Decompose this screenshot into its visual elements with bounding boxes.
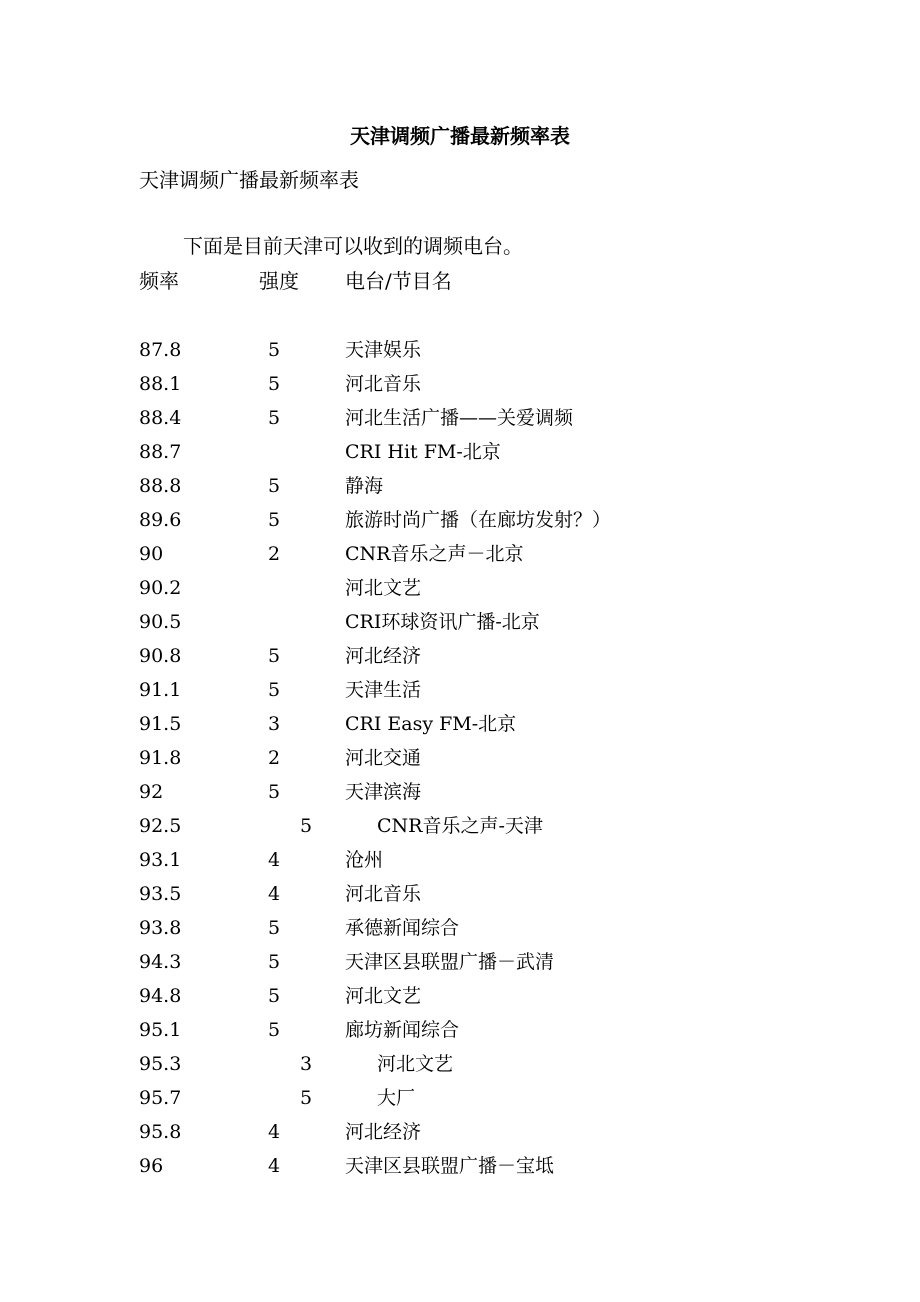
frequency-cell: 88.8 [139, 475, 182, 497]
strength-cell: 5 [300, 815, 313, 837]
table-row [0, 369, 920, 403]
strength-cell: 5 [268, 407, 281, 429]
table-row [0, 1015, 920, 1049]
frequency-cell: 94.3 [139, 951, 182, 973]
station-name-cell: 河北文艺 [345, 985, 422, 1007]
table-row [0, 539, 920, 573]
table-row [0, 743, 920, 777]
table-row [0, 1049, 920, 1083]
frequency-cell: 90 [139, 543, 164, 565]
frequency-cell: 91.8 [139, 747, 182, 769]
table-row [0, 505, 920, 539]
strength-cell: 4 [268, 1121, 281, 1143]
table-row [0, 845, 920, 879]
station-name-cell: 天津娱乐 [345, 339, 422, 361]
frequency-cell: 93.8 [139, 917, 182, 939]
station-name-cell: CRI Hit FM-北京 [345, 441, 501, 463]
strength-cell: 5 [268, 951, 281, 973]
station-name-cell: 天津滨海 [345, 781, 422, 803]
frequency-cell: 95.1 [139, 1019, 182, 1041]
frequency-cell: 95.3 [139, 1053, 182, 1075]
strength-cell: 5 [268, 475, 281, 497]
strength-cell: 5 [268, 339, 281, 361]
strength-cell: 3 [300, 1053, 313, 1075]
table-row [0, 641, 920, 675]
table-row [0, 403, 920, 437]
strength-cell: 4 [268, 1155, 281, 1177]
strength-cell: 5 [268, 1019, 281, 1041]
intro-paragraph: 下面是目前天津可以收到的调频电台。 [183, 234, 523, 258]
table-row [0, 675, 920, 709]
frequency-cell: 92 [139, 781, 164, 803]
document-subtitle: 天津调频广播最新频率表 [139, 168, 359, 192]
station-name-cell: 大厂 [377, 1087, 416, 1109]
strength-cell: 4 [268, 849, 281, 871]
table-row [0, 947, 920, 981]
frequency-cell: 94.8 [139, 985, 182, 1007]
frequency-cell: 92.5 [139, 815, 182, 837]
table-row [0, 981, 920, 1015]
table-row [0, 709, 920, 743]
header-station-name: 电台/节目名 [345, 269, 452, 293]
station-name-cell: 河北交通 [345, 747, 422, 769]
station-name-cell: 旅游时尚广播（在廊坊发射？） [345, 509, 612, 531]
frequency-cell: 93.1 [139, 849, 182, 871]
table-row [0, 811, 920, 845]
frequency-cell: 88.4 [139, 407, 182, 429]
table-row [0, 335, 920, 369]
station-name-cell: 沧州 [345, 849, 384, 871]
station-name-cell: 河北音乐 [345, 883, 422, 905]
station-name-cell: CRI环球资讯广播-北京 [345, 611, 540, 633]
frequency-cell: 89.6 [139, 509, 182, 531]
station-name-cell: 承德新闻综合 [345, 917, 460, 939]
strength-cell: 3 [268, 713, 281, 735]
table-row [0, 777, 920, 811]
station-name-cell: CNR音乐之声-天津 [377, 815, 543, 837]
strength-cell: 5 [268, 781, 281, 803]
station-name-cell: 河北经济 [345, 645, 422, 667]
strength-cell: 5 [268, 985, 281, 1007]
table-row [0, 913, 920, 947]
table-row [0, 879, 920, 913]
station-name-cell: 天津生活 [345, 679, 422, 701]
header-strength: 强度 [259, 269, 299, 293]
strength-cell: 2 [268, 747, 281, 769]
frequency-cell: 90.5 [139, 611, 182, 633]
frequency-cell: 93.5 [139, 883, 182, 905]
table-row [0, 1083, 920, 1117]
table-row [0, 607, 920, 641]
frequency-cell: 95.7 [139, 1087, 182, 1109]
station-name-cell: 天津区县联盟广播－宝坻 [345, 1155, 555, 1177]
station-name-cell: 河北文艺 [377, 1053, 454, 1075]
strength-cell: 5 [268, 645, 281, 667]
station-name-cell: 河北文艺 [345, 577, 422, 599]
frequency-cell: 96 [139, 1155, 164, 1177]
station-name-cell: 廊坊新闻综合 [345, 1019, 460, 1041]
table-row [0, 437, 920, 471]
station-name-cell: 天津区县联盟广播－武清 [345, 951, 555, 973]
table-row [0, 1151, 920, 1185]
station-name-cell: 河北生活广播——关爱调频 [345, 407, 574, 429]
frequency-cell: 91.5 [139, 713, 182, 735]
frequency-cell: 95.8 [139, 1121, 182, 1143]
table-header [0, 266, 920, 296]
frequency-cell: 87.8 [139, 339, 182, 361]
station-name-cell: 静海 [345, 475, 384, 497]
table-row [0, 573, 920, 607]
station-name-cell: CNR音乐之声－北京 [345, 543, 524, 565]
strength-cell: 2 [268, 543, 281, 565]
table-row [0, 471, 920, 505]
frequency-table [0, 335, 920, 1185]
table-row [0, 1117, 920, 1151]
frequency-cell: 90.8 [139, 645, 182, 667]
header-frequency: 频率 [139, 269, 179, 293]
document-title: 天津调频广播最新频率表 [350, 124, 570, 148]
strength-cell: 5 [268, 679, 281, 701]
station-name-cell: 河北音乐 [345, 373, 422, 395]
strength-cell: 5 [300, 1087, 313, 1109]
strength-cell: 5 [268, 917, 281, 939]
frequency-cell: 88.1 [139, 373, 182, 395]
frequency-cell: 90.2 [139, 577, 182, 599]
frequency-cell: 88.7 [139, 441, 182, 463]
strength-cell: 5 [268, 373, 281, 395]
station-name-cell: CRI Easy FM-北京 [345, 713, 517, 735]
strength-cell: 4 [268, 883, 281, 905]
strength-cell: 5 [268, 509, 281, 531]
station-name-cell: 河北经济 [345, 1121, 422, 1143]
frequency-cell: 91.1 [139, 679, 182, 701]
